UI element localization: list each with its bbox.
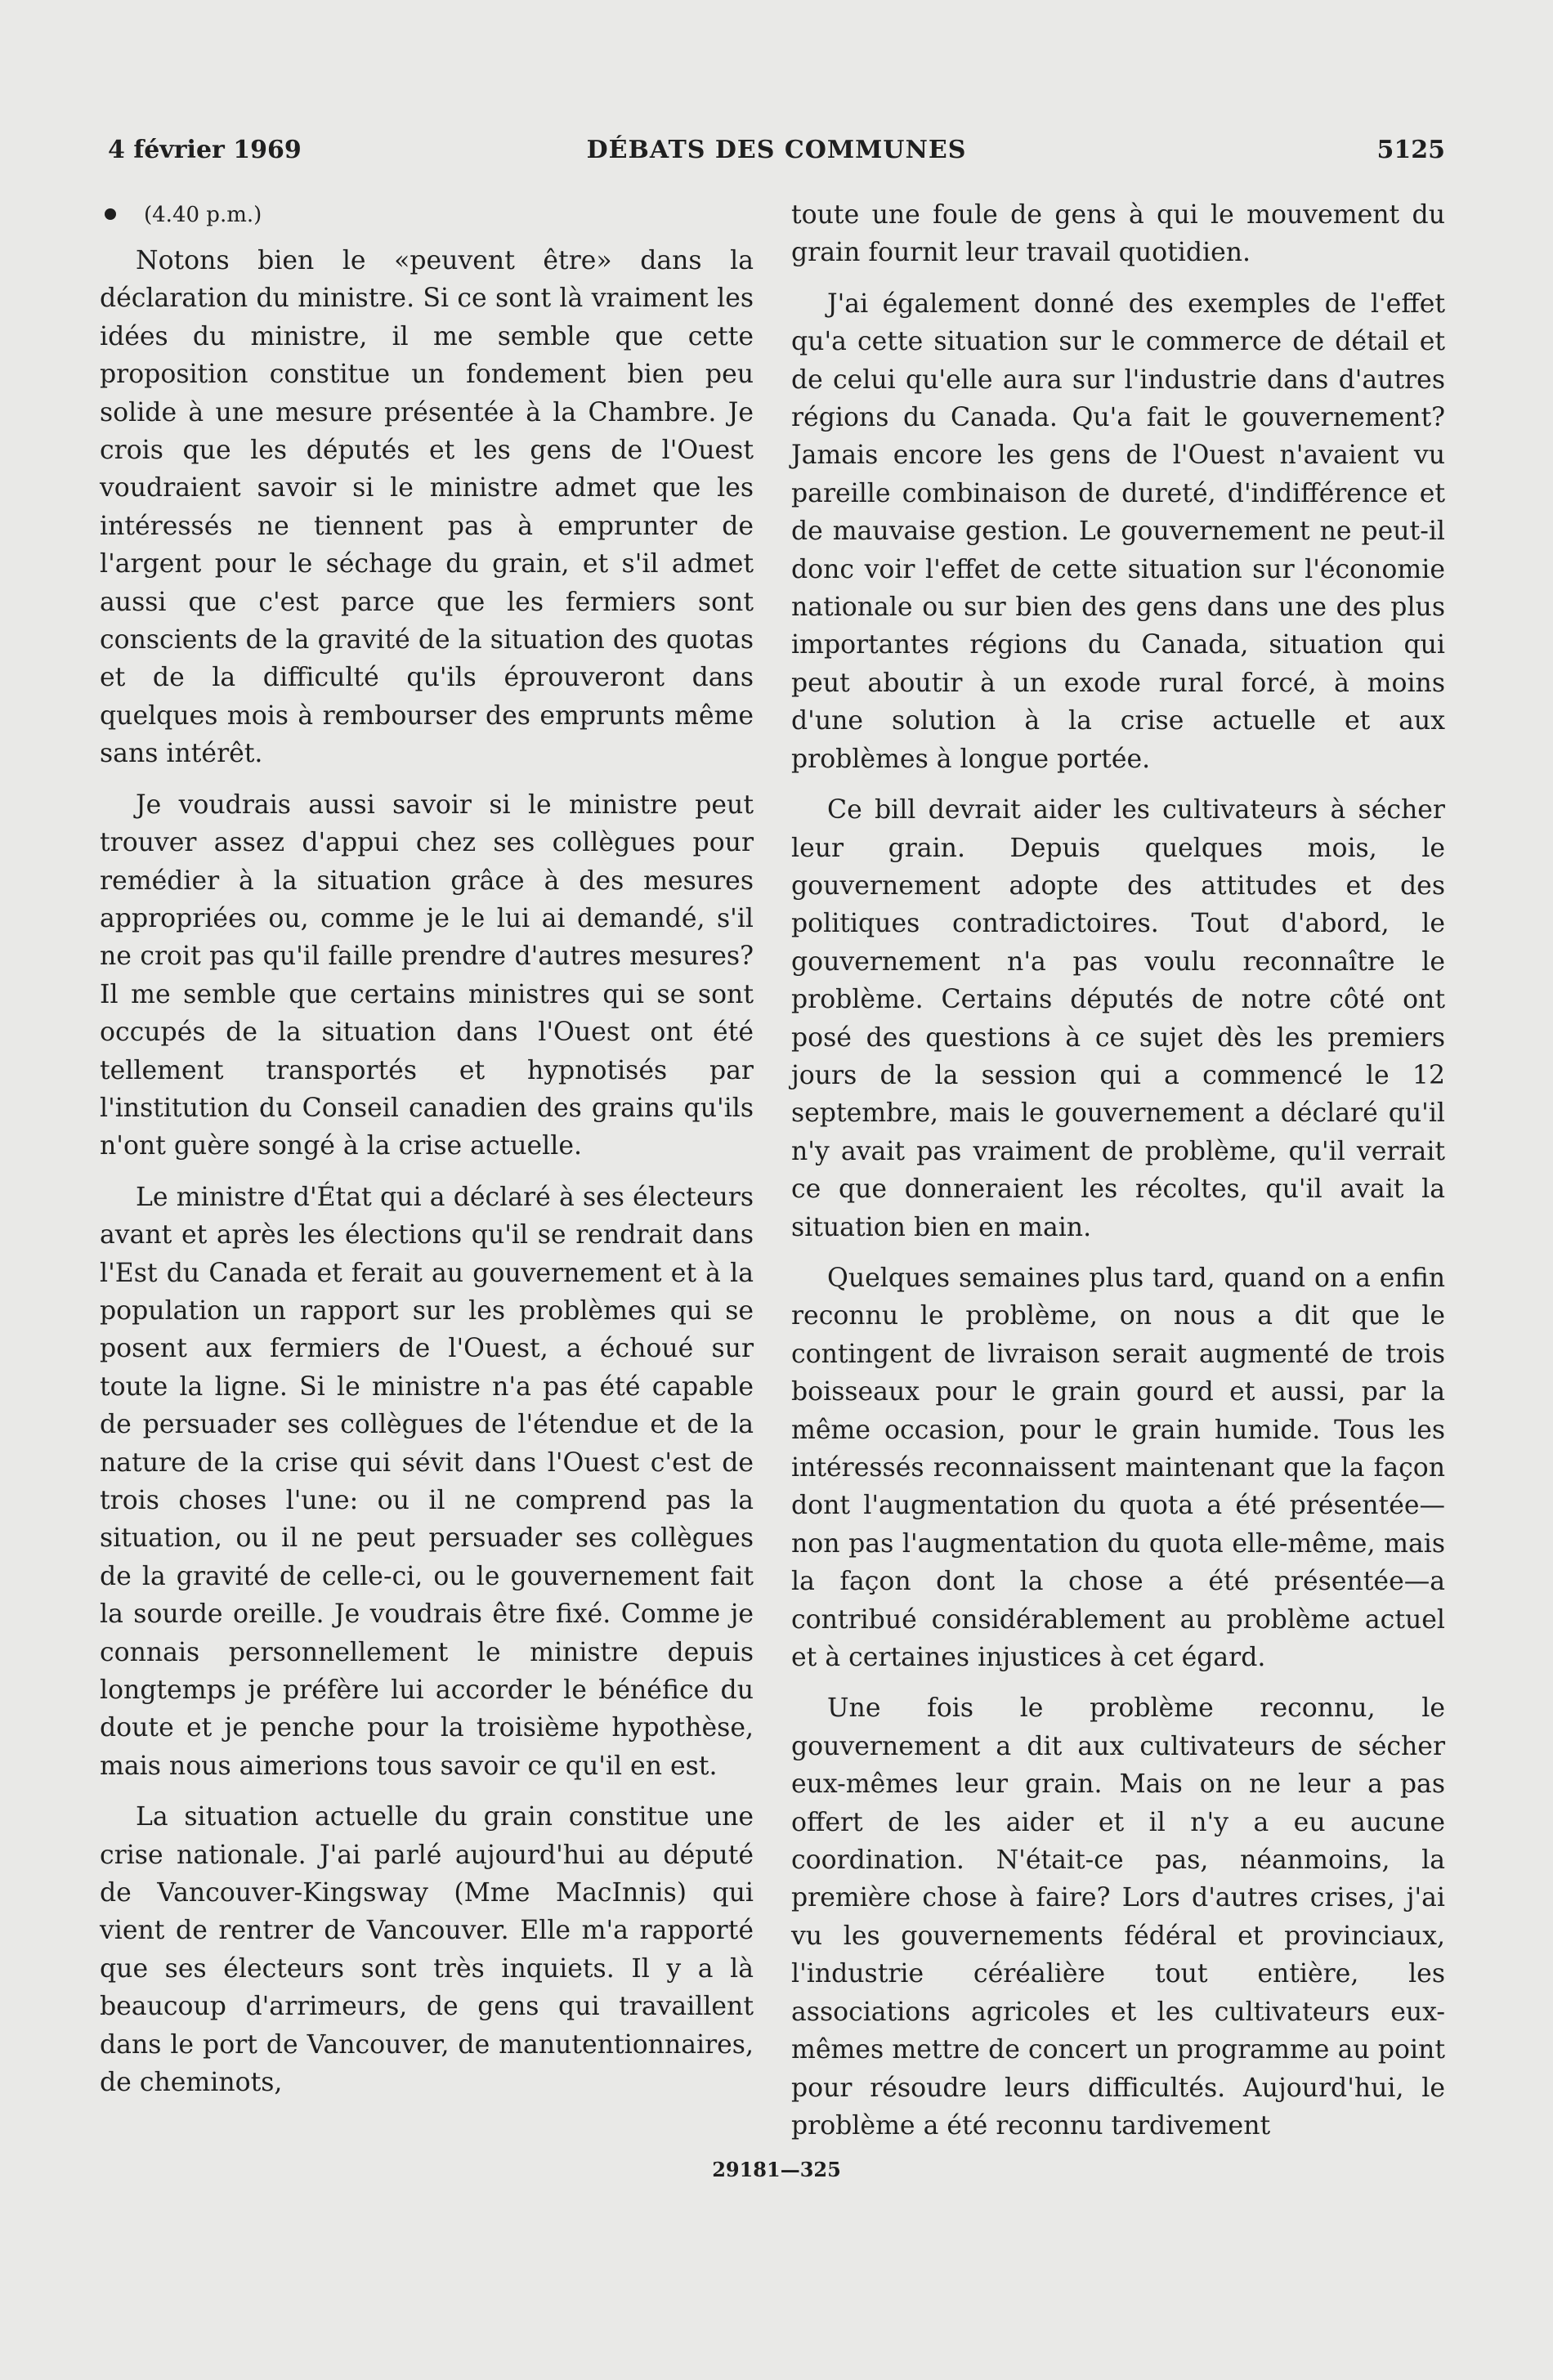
page-footer-code: 29181—325 (712, 2158, 841, 2181)
right-column (791, 196, 1445, 2158)
paragraph: Une fois le problème reconnu, le gouvernement a dit aux cultivateurs de sécher eux-mêmes leur grain. Mais on ne leur a pas offert de les aider et il n'y a eu aucune coordination. N'était-ce pas, néanmoins, la première chose à faire? Lors d'autres crises, j'ai vu les gouvernements fédéral et provinciaux, l'industrie céréalière tout entière, les associations agricoles et les cultivateurs eux-mêmes mettre de concert un programme au point pour résoudre leurs difficultés. Aujourd'hui, le problème a été reconnu tardivement (791, 1693, 1445, 2141)
left-column (100, 196, 754, 2115)
paragraph: Ce bill devrait aider les cultivateurs à sécher leur grain. Depuis quelques mois, le gouvernement adopte des attitudes et des politiques contradictoires. Tout d'abord, le gouvernement n'a pas voulu reconnaître le problème. Certains députés de notre côté ont posé des questions à ce sujet dès les premiers jours de la session qui a commencé le 12 septembre, mais le gouvernement a déclaré qu'il n'y avait pas vraiment de problème, qu'il verrait ce que donneraient les récoltes, qu'il avait la situation bien en main. (791, 795, 1445, 1242)
page-header (108, 131, 1445, 172)
bullet-icon (105, 208, 116, 220)
paragraph: Notons bien le «peuvent être» dans la déclaration du ministre. Si ce sont là vraiment les idées du ministre, il me semble que cette proposition constitue un fondement bien peu solide à une mesure présentée à la Chambre. Je crois que les députés et les gens de l'Ouest voudraient savoir si le ministre admet que les intéressés ne tiennent pas à emprunter de l'argent pour le séchage du grain, et s'il admet aussi que c'est parce que les fermiers sont conscients de la gravité de la situation des quotas et de la difficulté qu'ils éprouveront dans quelques mois à rembourser des emprunts même sans intérêt. (100, 246, 754, 769)
paragraph: Je voudrais aussi savoir si le ministre peut trouver assez d'appui chez ses collègues pour remédier à la situation grâce à des mesures appropriées ou, comme je le lui ai demandé, s'il ne croit pas qu'il faille prendre d'autres mesures? Il me semble que certains ministres qui se sont occupés de la situation dans l'Ouest ont été tellement transportés et hypnotisés par l'institution du Conseil canadien des grains qu'ils n'ont guère songé à la crise actuelle. (100, 790, 754, 1161)
paragraph: J'ai également donné des exemples de l'effet qu'a cette situation sur le commerce de détail et de celui qu'elle aura sur l'industrie dans d'autres régions du Canada. Qu'a fait le gouvernement? Jamais encore les gens de l'Ouest n'avaient vu pareille combinaison de dureté, d'indifférence et de mauvaise gestion. Le gouvernement ne peut-il donc voir l'effet de cette situation sur l'économie nationale ou sur bien des gens dans une des plus importantes régions du Canada, situation qui peut aboutir à un exode rural forcé, à moins d'une solution à la crise actuelle et aux problèmes à longue portée. (791, 289, 1445, 774)
paragraph: Le ministre d'État qui a déclaré à ses électeurs avant et après les élections qu'il se rendrait dans l'Est du Canada et ferait au gouvernement et à la population un rapport sur les problèmes qui se posent aux fermiers de l'Ouest, a échoué sur toute la ligne. Si le ministre n'a pas été capable de persuader ses collègues de l'étendue et de la nature de la crise qui sévit dans l'Ouest c'est de trois choses l'une: ou il ne comprend pas la situation, ou il ne peut persuader ses collègues de la gravité de celle-ci, ou le gouvernement fait la sourde oreille. Je voudrais être fixé. Comme je connais personnellement le ministre depuis longtemps je préfère lui accorder le bénéfice du doute et je penche pour la troisième hypothèse, mais nous aimerions tous savoir ce qu'il en est. (100, 1182, 754, 1781)
time-marker-text: (4.40 p.m.) (144, 203, 262, 227)
header-title: DÉBATS DES COMMUNES (586, 136, 967, 164)
page-number: 5125 (1376, 136, 1445, 164)
paragraph-continued: toute une foule de gens à qui le mouvement du grain fournit leur travail quotidien. (791, 200, 1445, 268)
header-date: 4 février 1969 (108, 136, 302, 164)
paragraph: Quelques semaines plus tard, quand on a enfin reconnu le problème, on nous a dit que le contingent de livraison serait augmenté de trois boisseaux pour le grain gourd et aussi, par la même occasion, pour le grain humide. Tous les intéressés reconnaissent maintenant que la façon dont l'augmentation du quota a été présentée—non pas l'augmentation du quota elle-même, mais la façon dont la chose a été présentée—a contribué considérablement au problème actuel et à certaines injustices à cet égard. (791, 1263, 1445, 1673)
time-marker (100, 196, 754, 234)
paragraph: La situation actuelle du grain constitue une crise nationale. J'ai parlé aujourd'hui au député de Vancouver-Kingsway (Mme MacInnis) qui vient de rentrer de Vancouver. Elle m'a rapporté que ses électeurs sont très inquiets. Il y a là beaucoup d'arrimeurs, de gens qui travaillent dans le port de Vancouver, de manutentionnaires, de cheminots, (100, 1802, 754, 2098)
